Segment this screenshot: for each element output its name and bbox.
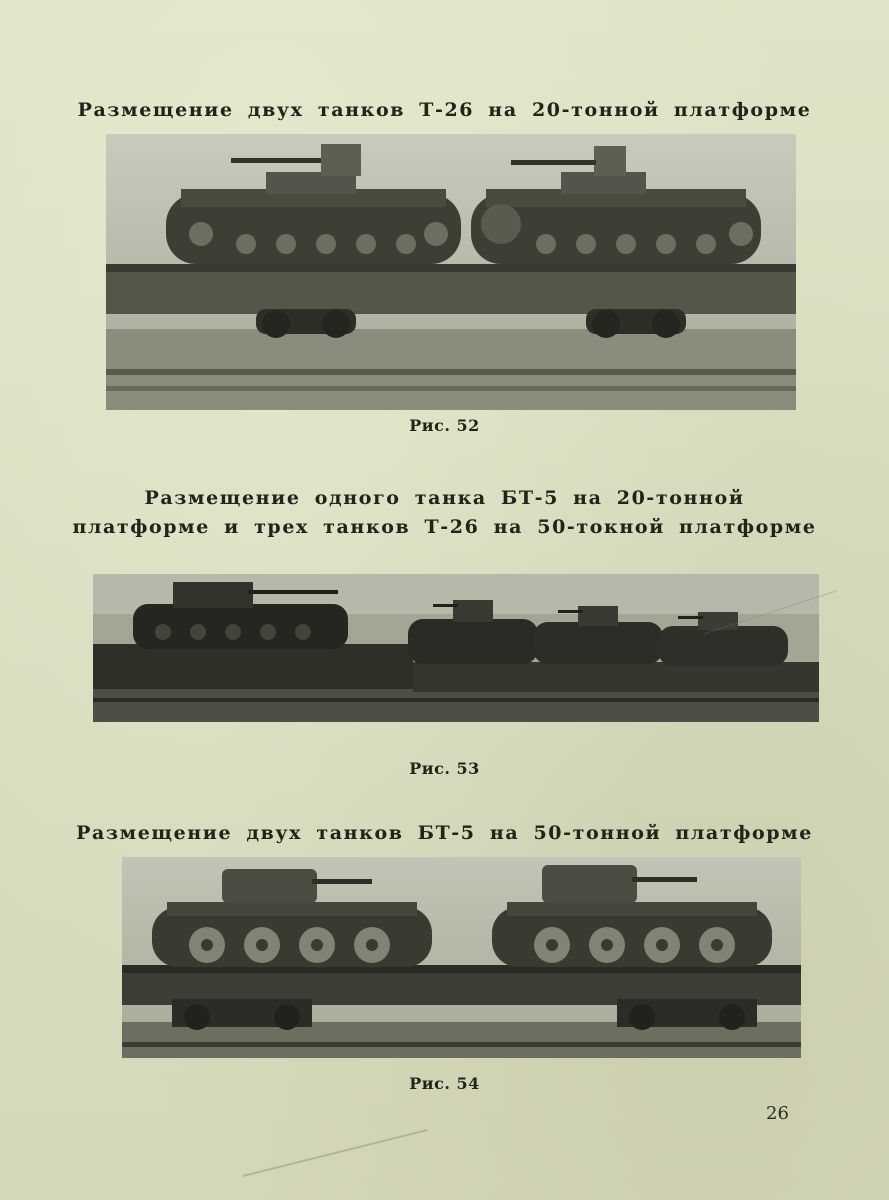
page-number: 26 — [766, 1103, 789, 1124]
figure-54-photo — [122, 857, 801, 1058]
figure-53-heading-line-2: платформе и трех танков Т-26 на 50-токной платформе — [72, 516, 817, 538]
figure-53-photo — [93, 574, 819, 722]
paper-scratch — [243, 1129, 428, 1177]
figure-54-caption: Рис. 54 — [409, 1074, 480, 1093]
figure-52-heading: Размещение двух танков Т-26 на 20-тонной платформе — [77, 99, 812, 121]
figure-54-heading: Размещение двух танков БТ-5 на 50-тонной платформе — [76, 822, 813, 844]
figure-53-caption: Рис. 53 — [409, 759, 480, 778]
figure-52-photo — [106, 134, 796, 410]
figure-53-heading-line-1: Размещение одного танка БТ-5 на 20-тонной — [144, 487, 745, 509]
figure-52-caption: Рис. 52 — [409, 416, 480, 435]
